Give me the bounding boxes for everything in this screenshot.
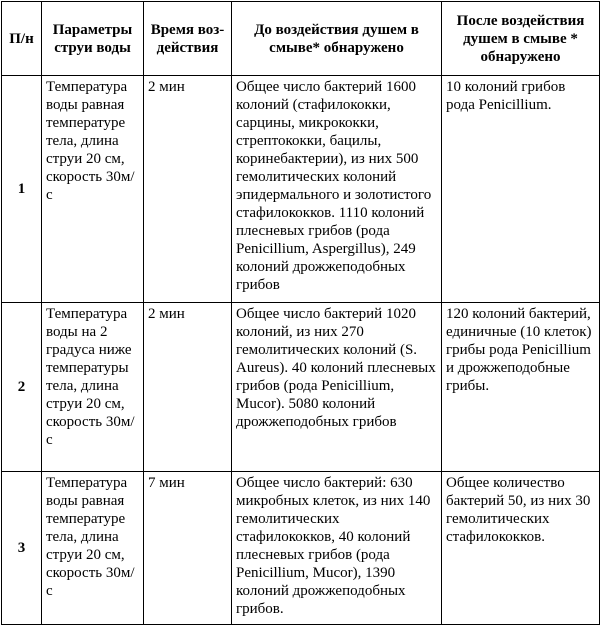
exposure-time-cell: 7 мин: [144, 472, 232, 625]
header-before: До воздействия душем в смыве* обнаружено: [232, 2, 442, 76]
results-table: [1, 1, 600, 625]
exposure-time-cell: 2 мин: [144, 76, 232, 303]
after-shower-cell: Общее количество бактерий 50, из них 30 гемолитических стафилококков.: [442, 472, 600, 625]
row-number: 2: [2, 303, 42, 472]
table-row: [2, 76, 600, 303]
before-shower-cell: Общее число бактерий 1600 колоний (стафилококки, сарцины, микрококки, стрептококки, бацилы, коринебактерии), из них 500 гемолитических колоний эпидермального и золотистого стафилококков. 1110 колоний плесневых грибов (рода Penicillium, Aspergillus), 249 колоний дрожжеподобных грибов: [232, 76, 442, 303]
after-shower-cell: 10 колоний грибов рода Penicillium.: [442, 76, 600, 303]
header-row: [2, 2, 600, 76]
exposure-time-cell: 2 мин: [144, 303, 232, 472]
before-shower-cell: Общее число бактерий 1020 колоний, из них 270 гемолитических колоний (S. Aureus). 40 колоний плесневых грибов (рода Penicillium, Mucor). 5080 колоний дрожжеподобных грибов: [232, 303, 442, 472]
water-params-cell: Температура воды равная температуре тела, длина струи 20 см, скорость 30м/с: [42, 76, 144, 303]
row-number: 1: [2, 76, 42, 303]
after-shower-cell: 120 колоний бактерий, единичные (10 клеток) грибы рода Penicillium и дрожжеподобные грибы.: [442, 303, 600, 472]
header-after: После воздействия душем в смыве * обнаружено: [442, 2, 600, 76]
table-row: [2, 303, 600, 472]
row-number: 3: [2, 472, 42, 625]
water-params-cell: Температура воды на 2 градуса ниже температуры тела, длина струи 20 см, скорость 30м/с: [42, 303, 144, 472]
before-shower-cell: Общее число бактерий: 630 микробных клеток, из них 140 гемолитических стафилококков, 40 колоний плесневых грибов (рода Penicillium, Mucor), 1390 колоний дрожжеподобных грибов.: [232, 472, 442, 625]
water-params-cell: Температура воды равная температуре тела, длина струи 20 см, скорость 30м/с: [42, 472, 144, 625]
table-row: [2, 472, 600, 625]
header-time: Время воз-действия: [144, 2, 232, 76]
header-params: Параметры струи воды: [42, 2, 144, 76]
header-num: П/н: [2, 2, 42, 76]
